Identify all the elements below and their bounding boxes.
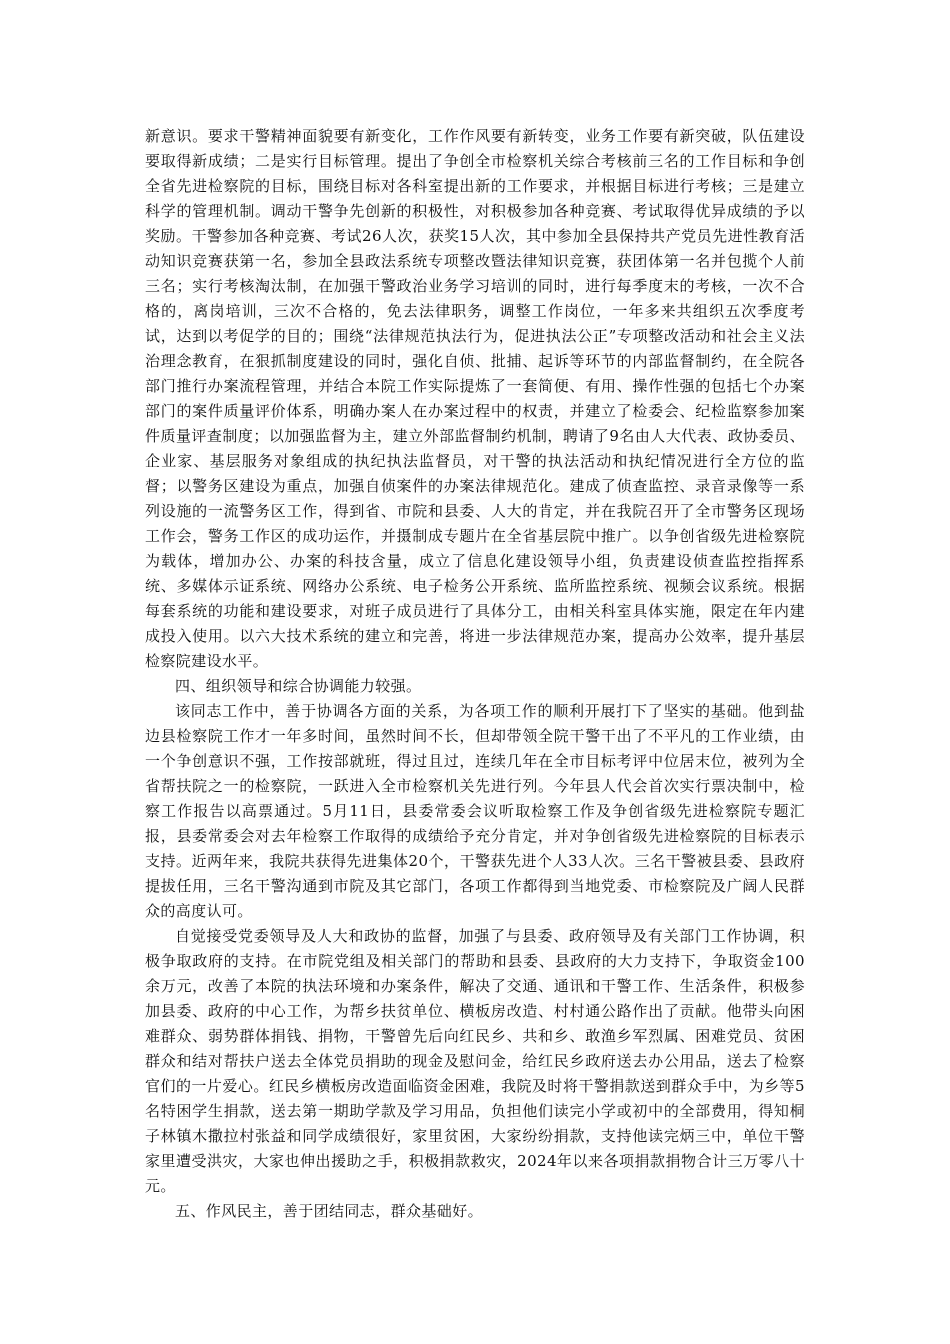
section-heading-5: 五、作风民主，善于团结同志，群众基础好。 <box>175 1202 484 1220</box>
body-paragraph-2: 该同志工作中，善于协调各方面的关系，为各项工作的顺利开展打下了坚实的基础。他到盐边县检察院工作才一年多时间，虽然时间不长，但却带领全院干警干出了不平凡的工作业绩，由一个争创意识不强，工作按部就班，得过且过，连续几年在全市目标考评中位居末位，被列为全省帮扶院之一的检察院，一跃进入全市检察机关先进行列。今年县人代会首次实行票决制中，检察工作报告以高票通过。5月11日，县委常委会议听取检察工作及争创省级先进检察院专题汇报，县委常委会对去年检察工作取得的成绩给予充分肯定，并对争创省级先进检察院的目标表示支持。近两年来，我院共获得先进集体20个，干警获先进个人33人次。三名干警被县委、县政府提拔任用，三名干警沟通到市院及其它部门，各项工作都得到当地党委、市检察院及广阔人民群众的高度认可。 <box>145 702 805 920</box>
document-page <box>145 124 805 1224</box>
section-heading-4: 四、组织领导和综合协调能力较强。 <box>175 677 422 695</box>
body-paragraph-1: 新意识。要求干警精神面貌要有新变化，工作作风要有新转变，业务工作要有新突破，队伍建设要取得新成绩；二是实行目标管理。提出了争创全市检察机关综合考核前三名的工作目标和争创全省先进检察院的目标，围绕目标对各科室提出新的工作要求，并根据目标进行考核；三是建立科学的管理机制。调动干警争先创新的积极性，对积极参加各种竞赛、考试取得优异成绩的予以奖励。干警参加各种竞赛、考试26人次，获奖15人次，其中参加全县保持共产党员先进性教育活动知识竞赛获第一名，参加全县政法系统专项整改暨法律知识竞赛，获团体第一名并包揽个人前三名；实行考核淘汰制，在加强干警政治业务学习培训的同时，进行每季度末的考核，一次不合格的，离岗培训，三次不合格的，免去法律职务，调整工作岗位，一年多来共组织五次季度考试，达到以考促学的目的；围绕“法律规范执法行为，促进执法公正”专项整改活动和社会主义法治理念教育，在狠抓制度建设的同时，强化自侦、批捕、起诉等环节的内部监督制约，在全院各部门推行办案流程管理，并结合本院工作实际提炼了一套简便、有用、操作性强的包括七个办案部门的案件质量评价体系，明确办案人在办案过程中的权责，并建立了检委会、纪检监察参加案件质量评查制度；以加强监督为主，建立外部监督制约机制，聘请了9名由人大代表、政协委员、企业家、基层服务对象组成的执纪执法监督员，对干警的执法活动和执纪情况进行全方位的监督；以警务区建设为重点，加强自侦案件的办案法律规范化。建成了侦查监控、录音录像等一系列设施的一流警务区工作，得到省、市院和县委、人大的肯定，并在我院召开了全市警务区现场工作会，警务工作区的成功运作，并摄制成专题片在全省基层院中推广。以争创省级先进检察院为载体，增加办公、办案的科技含量，成立了信息化建设领导小组，负责建设侦查监控指挥系统、多媒体示证系统、网络办公系统、电子检务公开系统、监所监控系统、视频会议系统。根据每套系统的功能和建设要求，对班子成员进行了具体分工，由相关科室具体实施，限定在年内建成投入使用。以六大技术系统的建立和完善，将进一步法律规范办案，提高办公效率，提升基层检察院建设水平。 <box>145 127 805 670</box>
body-paragraph-3: 自觉接受党委领导及人大和政协的监督，加强了与县委、政府领导及有关部门工作协调，积极争取政府的支持。在市院党组及相关部门的帮助和县委、县政府的大力支持下，争取资金100余万元，改善了本院的执法环境和办案条件，解决了交通、通讯和干警工作、生活条件，积极参加县委、政府的中心工作，为帮乡扶贫单位、横板房改造、村村通公路作出了贡献。他带头向困难群众、弱势群体捐钱、捐物，干警曾先后向红民乡、共和乡、敢渔乡军烈属、困难党员、贫困群众和结对帮扶户送去全体党员捐助的现金及慰问金，给红民乡政府送去办公用品，送去了检察官们的一片爱心。红民乡横板房改造面临资金困难，我院及时将干警捐款送到群众手中，为乡等5名特困学生捐款，送去第一期助学款及学习用品，负担他们读完小学或初中的全部费用，得知桐子林镇木撒拉村张益和同学成绩很好，家里贫困，大家纷纷捐款，支持他读完炳三中，单位干警家里遭受洪灾，大家也伸出援助之手，积极捐款救灾，2024年以来各项捐款捐物合计三万零八十元。 <box>145 927 805 1195</box>
